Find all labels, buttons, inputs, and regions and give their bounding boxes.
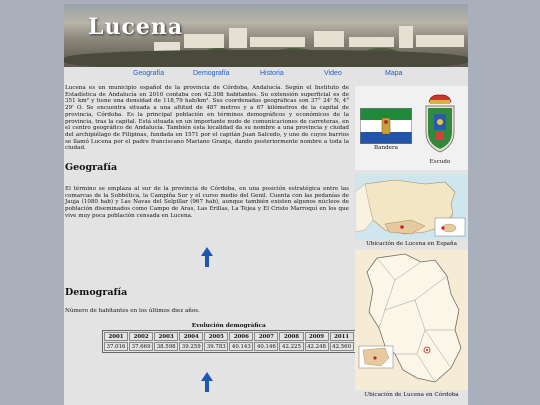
map-spain-caption: Ubicación de Lucena en España	[366, 241, 457, 247]
nav-link-historia[interactable]: Historia	[260, 70, 284, 77]
main-nav	[64, 68, 468, 82]
coat-of-arms-of-lucena[interactable]	[421, 94, 459, 156]
year-cell: 2011	[330, 332, 354, 341]
map-spain-box	[355, 174, 468, 240]
site-title: Lucena	[88, 14, 184, 40]
table-row-years	[104, 332, 354, 341]
nav-link-mapa[interactable]: Mapa	[385, 70, 403, 77]
year-cell: 2008	[279, 332, 303, 341]
geografia-paragraph: El término se emplaza al sur de la provincia de Córdoba, en una posición estratégica entre las comarcas de la Subbética, la Campiña Sur y el curso medio del Genil. Cuenta con las pedanías de Jauja (1080 hab) y Las Navas del Selpillar (967 hab), aunque también existen algunos núcleos de población diseminados como Campo de Aras, Las Erillas, La Tejea y El Cristo Marroquí en los que vive muy poca población censada en Lucena.	[65, 186, 349, 219]
year-cell: 2001	[104, 332, 128, 341]
map-cordoba-caption: Ubicación de Lucena en Córdoba	[364, 392, 459, 398]
population-cell: 40.143	[229, 342, 253, 351]
population-cell: 37.016	[104, 342, 128, 351]
year-cell: 2007	[254, 332, 278, 341]
intro-paragraph: Lucena es un municipio español de la provincia de Córdoba, Andalucía. Según el Instituto de Estadística de Andalucía en 2010 contaba con 42.308 habitantes. Su extensión superficial es de 351 km² y tiene una densidad de 118,79 hab/km². Sus coordenadas geográficas son 37° 24' N, 4° 29' O. Se encuentra situada a una altitud de 487 metros y a 67 kilómetros de la capital de provincia, Córdoba. Es la principal población en términos demográficos y económicos de la provincia, tras la capital. Está situada en un importante nudo de comunicaciones de carreteras, en el centro geográfico de Andalucía. También esta localidad da su nombre a una provincia y ciudad del archipiélago de Filipinas, fundada en 1571 por el capitán Juan Salcedo, y uno de cuyos barrios se llamó Lucena por el padre franciscano Mariano Granja, dando posteriormente nombre a toda la ciudad.	[65, 85, 349, 152]
header-banner	[64, 4, 468, 67]
year-cell: 2004	[179, 332, 203, 341]
geografia-heading: Geografía	[65, 162, 118, 173]
nav-link-demografia[interactable]: Demografía	[193, 70, 230, 77]
year-cell: 2002	[129, 332, 153, 341]
demographic-table-wrap	[102, 323, 356, 353]
demografia-paragraph: Número de habitantes en los últimos diez años.	[65, 308, 200, 314]
year-cell: 2006	[229, 332, 253, 341]
population-cell: 39.783	[204, 342, 228, 351]
population-cell: 42.560	[330, 342, 354, 351]
flag-caption: Bandera	[374, 145, 398, 151]
table-row-values	[104, 342, 354, 351]
up-arrow-icon[interactable]	[201, 372, 213, 392]
symbols-box	[355, 86, 468, 170]
demografia-heading: Demografía	[65, 287, 128, 298]
nav-link-geografia[interactable]: Geografía	[133, 70, 165, 77]
population-cell: 37.669	[129, 342, 153, 351]
main-content	[64, 82, 354, 405]
demographic-table	[102, 330, 356, 353]
year-cell: 2003	[154, 332, 178, 341]
map-cordoba-box	[355, 250, 468, 390]
population-cell: 40.146	[254, 342, 278, 351]
year-cell: 2009	[305, 332, 329, 341]
population-cell: 42.248	[305, 342, 329, 351]
nav-link-video[interactable]: Video	[324, 70, 342, 77]
population-cell: 42.225	[279, 342, 303, 351]
map-cordoba[interactable]	[355, 250, 468, 390]
shield-caption: Escudo	[429, 159, 451, 165]
population-cell: 39.259	[179, 342, 203, 351]
year-cell: 2005	[204, 332, 228, 341]
population-cell: 38.598	[154, 342, 178, 351]
map-spain[interactable]	[355, 174, 468, 240]
demographic-table-caption: Evolución demográfica	[191, 323, 266, 329]
flag-of-lucena[interactable]	[360, 108, 412, 144]
up-arrow-icon[interactable]	[201, 247, 213, 267]
sidebar	[355, 82, 468, 405]
page	[64, 4, 468, 405]
